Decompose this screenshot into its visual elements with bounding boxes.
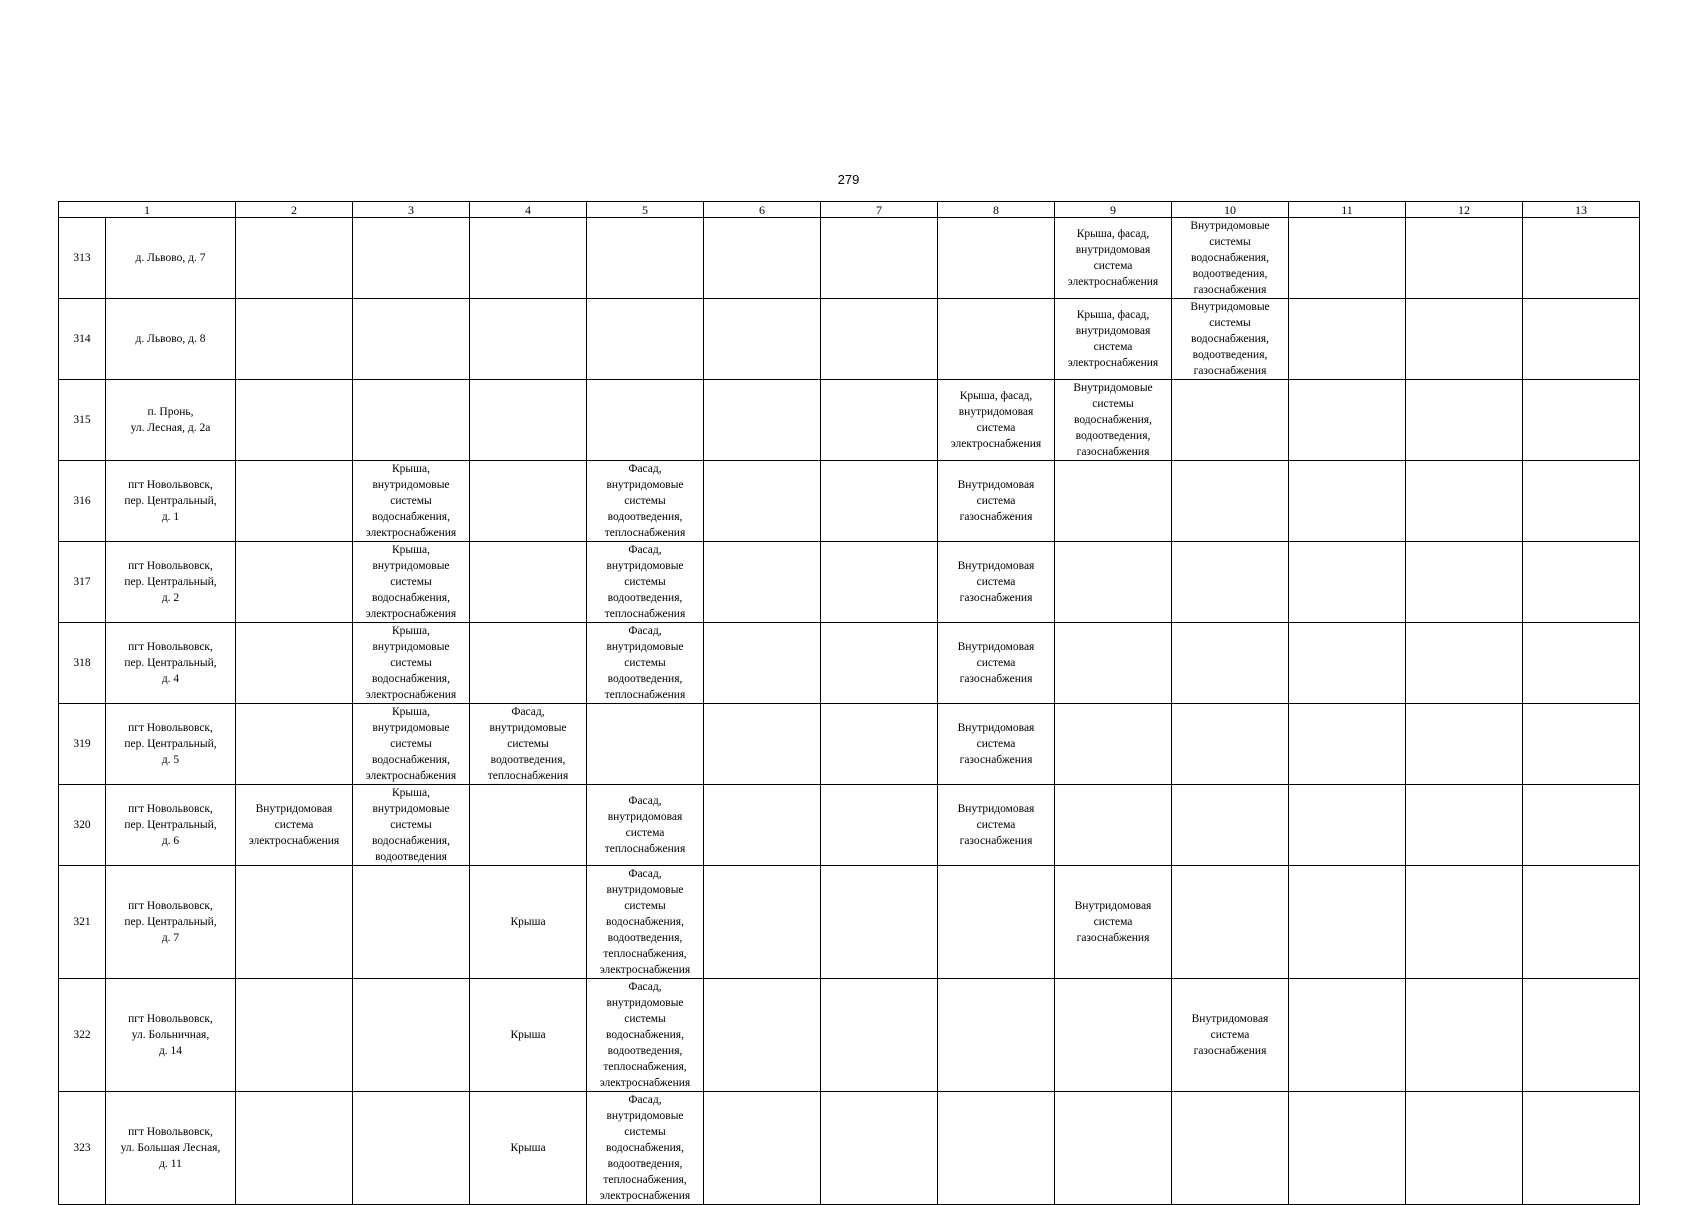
table-row xyxy=(59,704,1640,785)
work-type-text: Крыша xyxy=(510,1029,546,1041)
work-type-cell xyxy=(1523,299,1640,380)
work-type-cell xyxy=(1289,1092,1406,1205)
work-type-text: Фасад, внутридомовые системы водоотведения, теплоснабжения xyxy=(487,706,569,782)
work-type-cell xyxy=(470,704,587,785)
work-type-cell xyxy=(1289,623,1406,704)
work-type-text: Фасад, внутридомовые системы водоотведения, теплоснабжения xyxy=(604,463,686,539)
work-type-cell xyxy=(1523,623,1640,704)
work-type-cell xyxy=(353,866,470,979)
work-type-cell xyxy=(1289,380,1406,461)
work-type-text: Фасад, внутридомовые системы водоотведения, теплоснабжения xyxy=(604,544,686,620)
work-type-cell xyxy=(821,299,938,380)
row-number-cell xyxy=(59,218,106,299)
row-number-cell xyxy=(59,704,106,785)
work-type-cell xyxy=(704,785,821,866)
work-type-text: Крыша, фасад, внутридомовая система электроснабжения xyxy=(1067,228,1159,288)
work-type-text: Внутридомовая система газоснабжения xyxy=(957,479,1035,523)
work-type-cell xyxy=(1172,542,1289,623)
work-type-cell xyxy=(1406,218,1523,299)
work-type-cell xyxy=(1406,380,1523,461)
work-type-text: Внутридомовая система электроснабжения xyxy=(248,803,340,847)
page-number: 279 xyxy=(837,172,860,187)
work-type-text: Внутридомовая система газоснабжения xyxy=(957,641,1035,685)
row-number-cell xyxy=(59,623,106,704)
work-type-text: Внутридомовая система газоснабжения xyxy=(957,722,1035,766)
address-cell xyxy=(106,704,236,785)
work-type-cell xyxy=(938,461,1055,542)
work-type-cell xyxy=(470,1092,587,1205)
work-type-cell xyxy=(1055,785,1172,866)
work-type-cell xyxy=(353,704,470,785)
work-type-cell xyxy=(236,380,353,461)
work-type-cell xyxy=(1406,299,1523,380)
work-type-cell xyxy=(938,218,1055,299)
address-cell xyxy=(106,1092,236,1205)
work-type-cell xyxy=(470,299,587,380)
work-type-cell xyxy=(821,866,938,979)
work-type-cell xyxy=(470,542,587,623)
column-header: 10 xyxy=(1172,202,1289,218)
row-number-cell xyxy=(59,979,106,1092)
work-type-cell xyxy=(353,380,470,461)
work-type-cell xyxy=(1289,785,1406,866)
work-type-cell xyxy=(938,785,1055,866)
work-type-cell xyxy=(1406,1092,1523,1205)
work-type-text: Крыша, внутридомовые системы водоснабжения, электроснабжения xyxy=(365,706,457,782)
address-cell xyxy=(106,299,236,380)
work-type-cell xyxy=(1055,623,1172,704)
row-number: 313 xyxy=(73,252,91,264)
table-row xyxy=(59,979,1640,1092)
work-type-text: Фасад, внутридомовые системы водоснабжения, водоотведения, теплоснабжения, электроснабжения xyxy=(599,1094,691,1202)
row-number-cell xyxy=(59,461,106,542)
row-number-cell xyxy=(59,866,106,979)
table-row xyxy=(59,1092,1640,1205)
work-type-cell xyxy=(1172,299,1289,380)
work-type-cell xyxy=(1289,461,1406,542)
work-type-cell xyxy=(1523,542,1640,623)
work-type-cell xyxy=(1055,1092,1172,1205)
work-type-cell xyxy=(1172,1092,1289,1205)
address-text: пгт Новольвовск, пер. Центральный, д. 1 xyxy=(124,479,217,523)
work-type-cell xyxy=(587,461,704,542)
address-text: п. Пронь, ул. Лесная, д. 2а xyxy=(130,406,211,434)
work-type-cell xyxy=(587,785,704,866)
work-type-cell xyxy=(1523,380,1640,461)
work-type-text: Фасад, внутридомовая система теплоснабжения xyxy=(604,795,686,855)
row-number-cell xyxy=(59,299,106,380)
work-type-cell xyxy=(704,542,821,623)
work-type-cell xyxy=(1055,704,1172,785)
work-type-cell xyxy=(704,1092,821,1205)
work-type-cell xyxy=(704,704,821,785)
work-type-text: Внутридомовая система газоснабжения xyxy=(1191,1013,1269,1057)
repair-schedule-table xyxy=(58,201,1640,1205)
work-type-cell xyxy=(1523,866,1640,979)
work-type-cell xyxy=(821,218,938,299)
work-type-cell xyxy=(938,299,1055,380)
work-type-cell xyxy=(1406,866,1523,979)
row-number-cell xyxy=(59,380,106,461)
work-type-cell xyxy=(1289,979,1406,1092)
address-text: пгт Новольвовск, пер. Центральный, д. 6 xyxy=(124,803,217,847)
work-type-cell xyxy=(1172,461,1289,542)
work-type-cell xyxy=(1055,461,1172,542)
address-text: д. Львово, д. 8 xyxy=(135,333,206,345)
row-number: 321 xyxy=(73,916,91,928)
column-header: 2 xyxy=(236,202,353,218)
table-row xyxy=(59,866,1640,979)
work-type-cell xyxy=(470,623,587,704)
work-type-cell xyxy=(470,218,587,299)
work-type-cell xyxy=(236,461,353,542)
work-type-cell xyxy=(1523,461,1640,542)
table-body xyxy=(59,218,1640,1205)
address-cell xyxy=(106,623,236,704)
row-number: 317 xyxy=(73,576,91,588)
table-row xyxy=(59,461,1640,542)
row-number: 316 xyxy=(73,495,91,507)
work-type-text: Внутридомовые системы водоснабжения, водоотведения, газоснабжения xyxy=(1190,220,1270,296)
work-type-cell xyxy=(353,979,470,1092)
column-header: 9 xyxy=(1055,202,1172,218)
column-header: 3 xyxy=(353,202,470,218)
work-type-text: Крыша, внутридомовые системы водоснабжения, электроснабжения xyxy=(365,463,457,539)
work-type-cell xyxy=(353,218,470,299)
column-header: 6 xyxy=(704,202,821,218)
table-row xyxy=(59,785,1640,866)
work-type-cell xyxy=(704,380,821,461)
column-header: 5 xyxy=(587,202,704,218)
address-text: пгт Новольвовск, пер. Центральный, д. 5 xyxy=(124,722,217,766)
work-type-cell xyxy=(938,380,1055,461)
work-type-cell xyxy=(470,866,587,979)
work-type-cell xyxy=(938,704,1055,785)
work-type-text: Внутридомовые системы водоснабжения, водоотведения, газоснабжения xyxy=(1190,301,1270,377)
work-type-text: Внутридомовая система газоснабжения xyxy=(957,560,1035,604)
work-type-text: Крыша, фасад, внутридомовая система электроснабжения xyxy=(950,390,1042,450)
work-type-cell xyxy=(1172,623,1289,704)
table-row xyxy=(59,380,1640,461)
work-type-text: Крыша, внутридомовые системы водоснабжения, электроснабжения xyxy=(365,625,457,701)
work-type-cell xyxy=(236,979,353,1092)
address-cell xyxy=(106,218,236,299)
work-type-cell xyxy=(704,866,821,979)
address-cell xyxy=(106,461,236,542)
work-type-cell xyxy=(236,785,353,866)
row-number: 319 xyxy=(73,738,91,750)
work-type-cell xyxy=(236,218,353,299)
work-type-cell xyxy=(704,461,821,542)
column-header: 7 xyxy=(821,202,938,218)
column-header: 11 xyxy=(1289,202,1406,218)
address-cell xyxy=(106,979,236,1092)
address-text: д. Львово, д. 7 xyxy=(135,252,206,264)
work-type-cell xyxy=(1289,704,1406,785)
work-type-cell xyxy=(1055,380,1172,461)
address-text: пгт Новольвовск, пер. Центральный, д. 7 xyxy=(124,900,217,944)
header-row xyxy=(59,202,1640,218)
work-type-cell xyxy=(587,380,704,461)
address-cell xyxy=(106,785,236,866)
work-type-text: Крыша, внутридомовые системы водоснабжения, электроснабжения xyxy=(365,544,457,620)
work-type-cell xyxy=(236,704,353,785)
work-type-cell xyxy=(821,785,938,866)
row-number: 323 xyxy=(73,1142,91,1154)
work-type-cell xyxy=(1055,979,1172,1092)
work-type-cell xyxy=(1406,785,1523,866)
work-type-cell xyxy=(704,299,821,380)
work-type-cell xyxy=(821,1092,938,1205)
work-type-cell xyxy=(821,979,938,1092)
work-type-cell xyxy=(587,1092,704,1205)
work-type-cell xyxy=(1406,979,1523,1092)
address-text: пгт Новольвовск, пер. Центральный, д. 4 xyxy=(124,641,217,685)
work-type-cell xyxy=(704,218,821,299)
row-number: 320 xyxy=(73,819,91,831)
work-type-cell xyxy=(704,623,821,704)
work-type-cell xyxy=(236,1092,353,1205)
work-type-cell xyxy=(1055,542,1172,623)
work-type-cell xyxy=(587,299,704,380)
column-header: 1 xyxy=(59,202,236,218)
work-type-cell xyxy=(938,1092,1055,1205)
work-type-cell xyxy=(1523,218,1640,299)
work-type-cell xyxy=(704,979,821,1092)
work-type-text: Крыша, фасад, внутридомовая система электроснабжения xyxy=(1067,309,1159,369)
work-type-cell xyxy=(236,299,353,380)
address-text: пгт Новольвовск, ул. Больничная, д. 14 xyxy=(128,1013,213,1057)
address-cell xyxy=(106,866,236,979)
row-number-cell xyxy=(59,1092,106,1205)
work-type-text: Фасад, внутридомовые системы водоснабжения, водоотведения, теплоснабжения, электроснабжения xyxy=(599,981,691,1089)
work-type-cell xyxy=(1289,299,1406,380)
row-number: 318 xyxy=(73,657,91,669)
work-type-cell xyxy=(1172,979,1289,1092)
row-number: 322 xyxy=(73,1029,91,1041)
work-type-cell xyxy=(938,623,1055,704)
work-type-cell xyxy=(938,979,1055,1092)
work-type-cell xyxy=(587,704,704,785)
work-type-cell xyxy=(1172,785,1289,866)
row-number-cell xyxy=(59,785,106,866)
work-type-cell xyxy=(587,866,704,979)
table-row xyxy=(59,623,1640,704)
address-cell xyxy=(106,380,236,461)
work-type-cell xyxy=(938,866,1055,979)
column-header: 4 xyxy=(470,202,587,218)
table-row xyxy=(59,299,1640,380)
work-type-text: Крыша xyxy=(510,916,546,928)
work-type-cell xyxy=(821,704,938,785)
address-text: пгт Новольвовск, пер. Центральный, д. 2 xyxy=(124,560,217,604)
table-row xyxy=(59,218,1640,299)
work-type-cell xyxy=(353,1092,470,1205)
work-type-text: Внутридомовая система газоснабжения xyxy=(957,803,1035,847)
work-type-cell xyxy=(821,380,938,461)
work-type-cell xyxy=(353,785,470,866)
address-cell xyxy=(106,542,236,623)
work-type-cell xyxy=(821,461,938,542)
work-type-cell xyxy=(1289,218,1406,299)
work-type-cell xyxy=(587,623,704,704)
work-type-cell xyxy=(1523,785,1640,866)
work-type-text: Фасад, внутридомовые системы водоснабжения, водоотведения, теплоснабжения, электроснабжения xyxy=(599,868,691,976)
work-type-text: Внутридомовая система газоснабжения xyxy=(1074,900,1152,944)
row-number: 315 xyxy=(73,414,91,426)
column-header: 12 xyxy=(1406,202,1523,218)
work-type-cell xyxy=(236,542,353,623)
work-type-text: Крыша, внутридомовые системы водоснабжения, водоотведения xyxy=(372,787,450,863)
row-number-cell xyxy=(59,542,106,623)
work-type-cell xyxy=(1055,299,1172,380)
work-type-cell xyxy=(1172,380,1289,461)
work-type-cell xyxy=(470,461,587,542)
work-type-cell xyxy=(1523,979,1640,1092)
work-type-cell xyxy=(1289,866,1406,979)
work-type-cell xyxy=(353,623,470,704)
work-type-text: Крыша xyxy=(510,1142,546,1154)
work-type-text: Фасад, внутридомовые системы водоотведения, теплоснабжения xyxy=(604,625,686,701)
row-number: 314 xyxy=(73,333,91,345)
work-type-cell xyxy=(938,542,1055,623)
work-type-cell xyxy=(1523,1092,1640,1205)
work-type-cell xyxy=(587,979,704,1092)
work-type-cell xyxy=(353,461,470,542)
work-type-cell xyxy=(353,299,470,380)
work-type-cell xyxy=(1523,704,1640,785)
work-type-cell xyxy=(1406,704,1523,785)
work-type-cell xyxy=(470,979,587,1092)
work-type-cell xyxy=(587,542,704,623)
work-type-cell xyxy=(1406,461,1523,542)
work-type-cell xyxy=(1055,218,1172,299)
work-type-cell xyxy=(1406,542,1523,623)
column-header: 8 xyxy=(938,202,1055,218)
work-type-cell xyxy=(587,218,704,299)
column-header: 13 xyxy=(1523,202,1640,218)
work-type-cell xyxy=(1055,866,1172,979)
work-type-cell xyxy=(1172,704,1289,785)
table-row xyxy=(59,542,1640,623)
work-type-cell xyxy=(236,623,353,704)
work-type-cell xyxy=(1289,542,1406,623)
work-type-cell xyxy=(470,785,587,866)
work-type-cell xyxy=(353,542,470,623)
work-type-cell xyxy=(1172,218,1289,299)
work-type-cell xyxy=(1406,623,1523,704)
work-type-cell xyxy=(1172,866,1289,979)
work-type-cell xyxy=(470,380,587,461)
address-text: пгт Новольвовск, ул. Большая Лесная, д. 11 xyxy=(120,1126,221,1170)
work-type-cell xyxy=(821,542,938,623)
work-type-cell xyxy=(236,866,353,979)
work-type-cell xyxy=(821,623,938,704)
work-type-text: Внутридомовые системы водоснабжения, водоотведения, газоснабжения xyxy=(1073,382,1153,458)
